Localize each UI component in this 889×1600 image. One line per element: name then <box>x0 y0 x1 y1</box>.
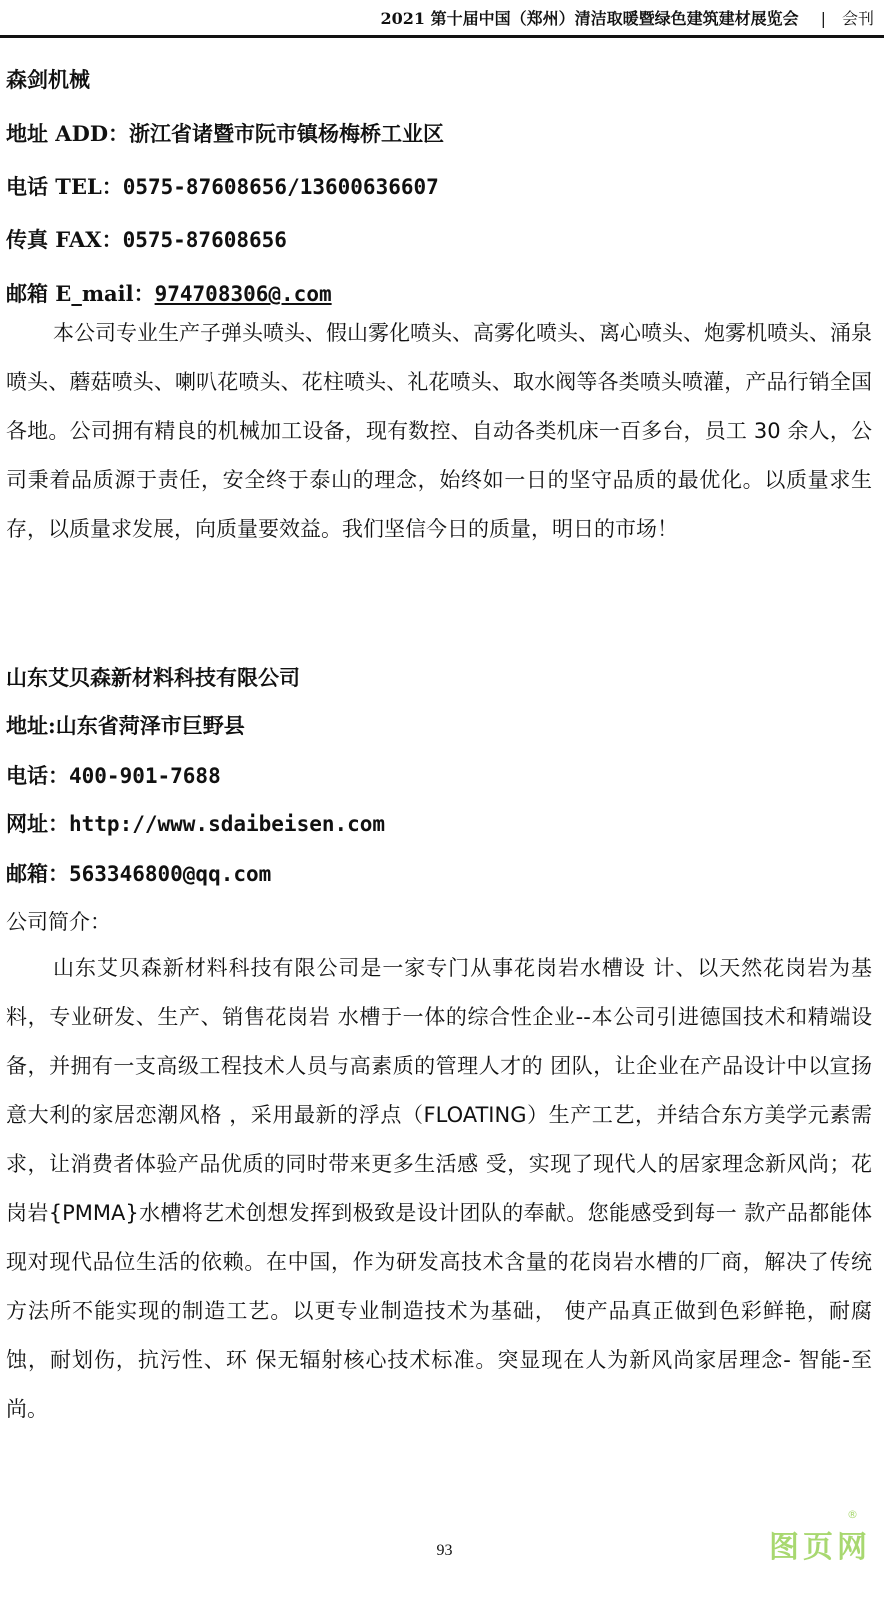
company2-intro: 山东艾贝森新材料科技有限公司是一家专门从事花岗岩水槽设 计、以天然花岗岩为基料，专业研发、生产、销售花岗岩 水槽于一体的综合性企业--本公司引进德国技术和精端设 备，并拥有一支高级工程技术人员与高素质的管理人才的 团队，让企业在产品设计中以宣扬意大利的家居恋潮风格 ，采用最新的浮点（FLOATING）生产工艺，并结合东方美学元素需求，让消费者体验产品优质的同时带来更多生活感 受，实现了现代人的居家理念新风尚；花岗岩{PMMA}水槽将艺术创想发挥到极致是设计团队的奉献。您能感受到每一 款产品都能体现对现代品位生活的依赖。在中国，作为研发高技术含量的花岗岩水槽的厂商，解决了传统 方法所不能实现的制造工艺。以更专业制造技术为基础， 使产品真正做到色彩鲜艳，耐腐蚀，耐划伤，抗污性、环 保无辐射核心技术标准。突显现在人为新风尚家居理念- 智能-至尚。 <box>6 956 872 1421</box>
header-title: 2021 第十届中国（郑州）清洁取暖暨绿色建筑建材展览会 <box>380 9 799 28</box>
header-tag: 会刊 <box>841 9 874 28</box>
company2-intro-label: 公司简介： <box>6 910 111 934</box>
header-separator: | <box>820 9 826 28</box>
company2-email <box>6 858 271 888</box>
company2-phone-label: 电话： <box>6 763 69 788</box>
company1-email-link[interactable]: 974708306@.com <box>154 282 332 306</box>
company1-email-label: 邮箱 E_mail： <box>6 281 155 306</box>
page-header <box>0 0 884 38</box>
company2-phone <box>6 760 221 790</box>
company1-address <box>6 118 444 148</box>
company2-name: 山东艾贝森新材料科技有限公司 <box>6 665 300 690</box>
company1-name: 森剑机械 <box>6 67 90 92</box>
company1-fax-label: 传真 FAX： <box>6 227 123 252</box>
company1-fax <box>6 224 287 254</box>
registered-mark: ® <box>847 1508 858 1521</box>
company1-intro: 本公司专业生产子弹头喷头、假山雾化喷头、高雾化喷头、离心喷头、炮雾机喷头、涌泉喷头、蘑菇喷头、喇叭花喷头、花柱喷头、礼花喷头、取水阀等各类喷头喷灌，产品行销全国各地。公司拥有精良的机械加工设备，现有数控、自动各类机床一百多台，员工 30 余人，公司秉着品质源于责任，安全终于泰山的理念，始终如一日的坚守品质的最优化。以质量求生存，以质量求发展，向质量要效益。我们坚信今日的质量，明日的市场！ <box>6 321 872 541</box>
company1-phone <box>6 171 439 201</box>
company1-fax-value: 0575-87608656 <box>122 228 287 252</box>
company1-address-value: 浙江省诸暨市阮市镇杨梅桥工业区 <box>129 121 445 146</box>
company2-website-label: 网址： <box>6 811 69 836</box>
company1-address-label: 地址 ADD： <box>6 121 130 146</box>
company2-phone-value: 400-901-7688 <box>69 764 221 788</box>
company1-phone-value: 0575-87608656/13600636607 <box>122 175 439 199</box>
company2-website-link[interactable]: http://www.sdaibeisen.com <box>69 812 386 836</box>
company2-address-value: 山东省菏泽市巨野县 <box>55 713 245 738</box>
company2-address-label: 地址: <box>6 713 56 738</box>
company1-phone-label: 电话 TEL： <box>6 174 123 199</box>
watermark-text: 图页网 <box>769 1530 871 1565</box>
page-number: 93 <box>436 1542 453 1559</box>
company2-email-label: 邮箱： <box>6 861 69 886</box>
company2-website <box>6 808 385 838</box>
header-text <box>380 6 874 29</box>
company2-email-link[interactable]: 563346800@qq.com <box>69 862 272 886</box>
company1-email <box>6 278 332 308</box>
company2-address <box>6 710 245 740</box>
watermark-logo <box>769 1508 871 1566</box>
